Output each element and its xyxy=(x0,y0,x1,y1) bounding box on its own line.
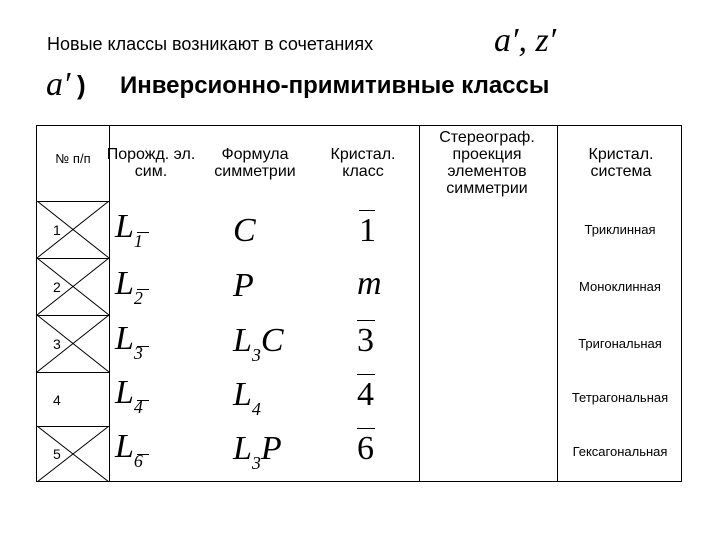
math-a-prime: a′ xyxy=(46,66,71,103)
formula: C xyxy=(233,212,256,249)
header-class: Кристал. класс xyxy=(330,146,396,180)
crystal-system: Триклинная xyxy=(584,222,656,237)
class-bar xyxy=(359,210,375,211)
header-formula: Формула симметрии xyxy=(214,146,296,180)
crystal-class: 3 xyxy=(357,322,374,359)
column-divider xyxy=(557,126,558,481)
crystal-class: 4 xyxy=(357,376,374,413)
formula: $L_3C$ xyxy=(233,322,284,365)
class-bar xyxy=(357,374,375,375)
crystal-system: Тригональная xyxy=(578,336,662,351)
overline-mark xyxy=(137,454,149,455)
section-title: Инверсионно-примитивные классы xyxy=(120,72,550,99)
row-3-diagonal xyxy=(37,315,109,372)
row-number: 3 xyxy=(53,336,61,352)
crystal-class: 6 xyxy=(357,430,374,467)
formula: $L_3P$ xyxy=(233,430,282,473)
overline-mark xyxy=(137,232,149,233)
generator-symbol: $L_3$ xyxy=(115,320,143,363)
crystal-class: 1 xyxy=(359,212,376,249)
symmetry-table xyxy=(36,125,682,482)
class-bar xyxy=(357,320,375,321)
row-5-diagonal xyxy=(37,426,109,482)
closing-paren: ) xyxy=(77,70,86,100)
class-bar xyxy=(357,428,375,429)
intro-text: Новые классы возникают в сочетаниях xyxy=(47,34,374,54)
crystal-system: Моноклинная xyxy=(579,279,661,294)
crystal-class: m xyxy=(357,265,382,302)
row-number: 2 xyxy=(53,279,61,295)
crystal-system: Тетрагональная xyxy=(571,390,669,405)
formula: $L_4$ xyxy=(233,376,261,419)
header-system: Кристал. система xyxy=(588,146,654,180)
row-1-diagonal xyxy=(37,201,109,258)
overline-mark xyxy=(137,346,149,347)
generator-symbol: $L_4$ xyxy=(115,374,143,417)
overline-mark xyxy=(137,289,149,290)
crystal-system: Гексагональная xyxy=(572,444,668,459)
row-separator xyxy=(37,372,109,373)
header-num: № п/п xyxy=(55,151,91,166)
generator-symbol: $L_1$ xyxy=(115,208,143,251)
row-2-diagonal xyxy=(37,258,109,315)
generator-symbol: $L_2$ xyxy=(115,265,143,308)
math-combination: a′, z′ xyxy=(494,22,557,59)
generator-symbol: $L_6$ xyxy=(115,428,143,471)
row-number: 1 xyxy=(53,222,61,238)
overline-mark xyxy=(137,400,149,401)
header-stereo: Стереограф. проекция элементов симметрии xyxy=(439,129,535,197)
row-number: 5 xyxy=(53,446,61,462)
column-divider xyxy=(419,126,420,481)
row-number: 4 xyxy=(53,392,61,408)
formula: P xyxy=(233,267,254,304)
header-generator: Порожд. эл. сим. xyxy=(106,146,196,180)
